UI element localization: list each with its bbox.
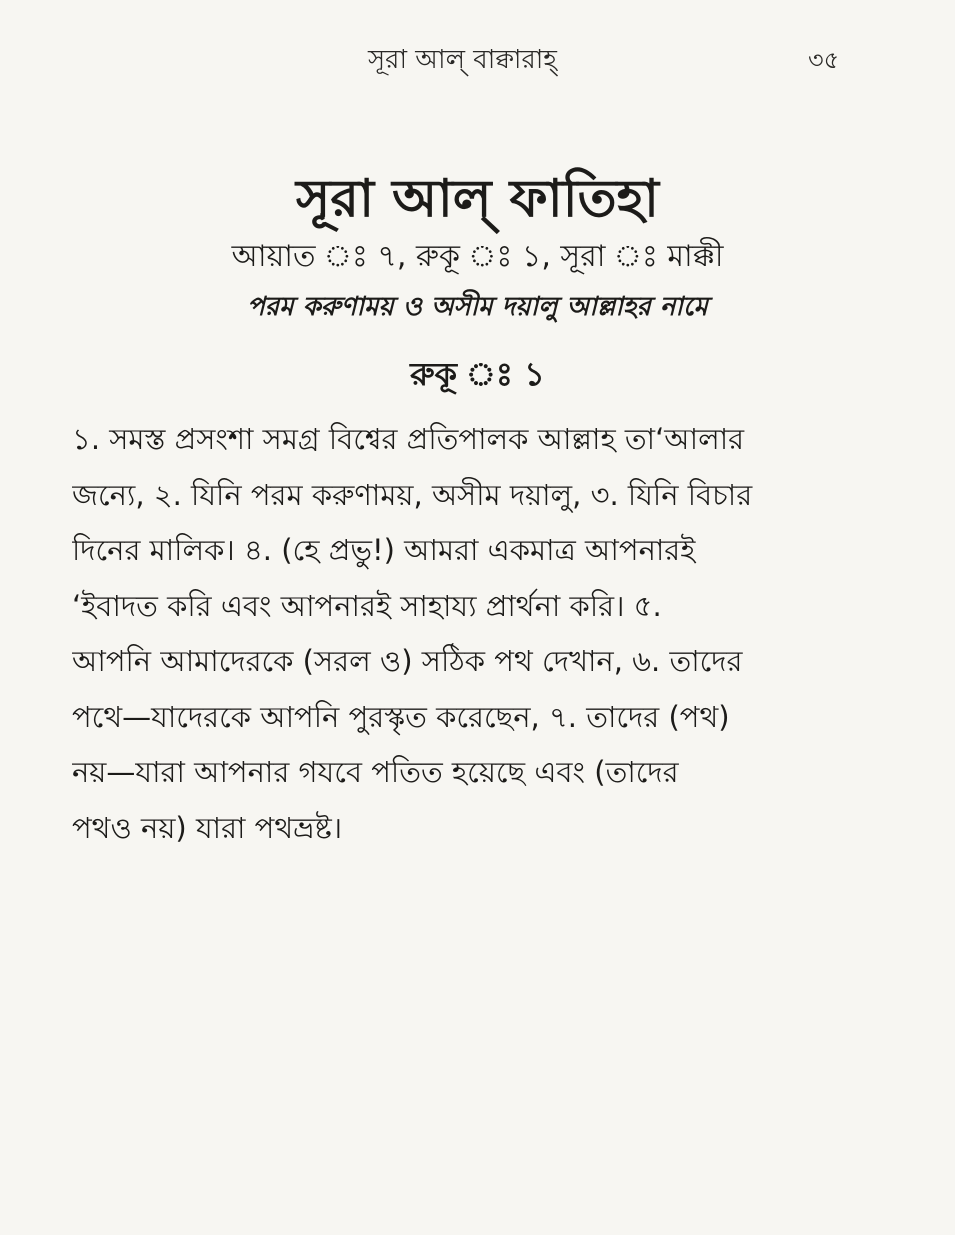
text-line: জন্যে, ২. যিনি পরম করুণাময়, অসীম দয়ালু, ৩. যিনি বিচার [72,477,753,512]
surah-meta: আয়াত ঃ ৭, রুকূ ঃ ১, সূরা ঃ মাক্কী [231,239,724,274]
text-line: পথে—যাদেরকে আপনি পুরস্কৃত করেছেন, ৭. তাদের (পথ) [72,699,730,734]
text-line: পথও নয়) যারা পথভ্রষ্ট। [72,810,343,845]
text-line: আপনি আমাদেরকে (সরল ও) সঠিক পথ দেখান, ৬. তাদের [72,644,743,678]
running-header-title: সূরা আল্ বাক্বারাহ্ [368,45,557,75]
text-line: নয়—যারা আপনার গযবে পতিত হয়েছে এবং (তাদের [72,755,679,789]
running-header [0,42,955,82]
page-number: ৩৫ [808,46,840,74]
text-line: ১. সমস্ত প্রসংশা সমগ্র বিশ্বের প্রতিপালক আল্লাহ তা‘আলার [72,422,745,456]
text-line: দিনের মালিক। ৪. (হে প্রভু!) আমরা একমাত্র আপনারই [72,533,696,567]
surah-title: সূরা আল্ ফাতিহা [295,169,660,229]
text-line: ‘ইবাদত করি এবং আপনারই সাহায্য প্রার্থনা করি। ৫. [72,588,662,623]
bismillah-line: পরম করুণাময় ও অসীম দয়ালু আল্লাহর নামে [247,292,708,322]
translation-text [72,412,842,856]
ruku-heading: রুকূ ঃ ১ [410,355,545,393]
